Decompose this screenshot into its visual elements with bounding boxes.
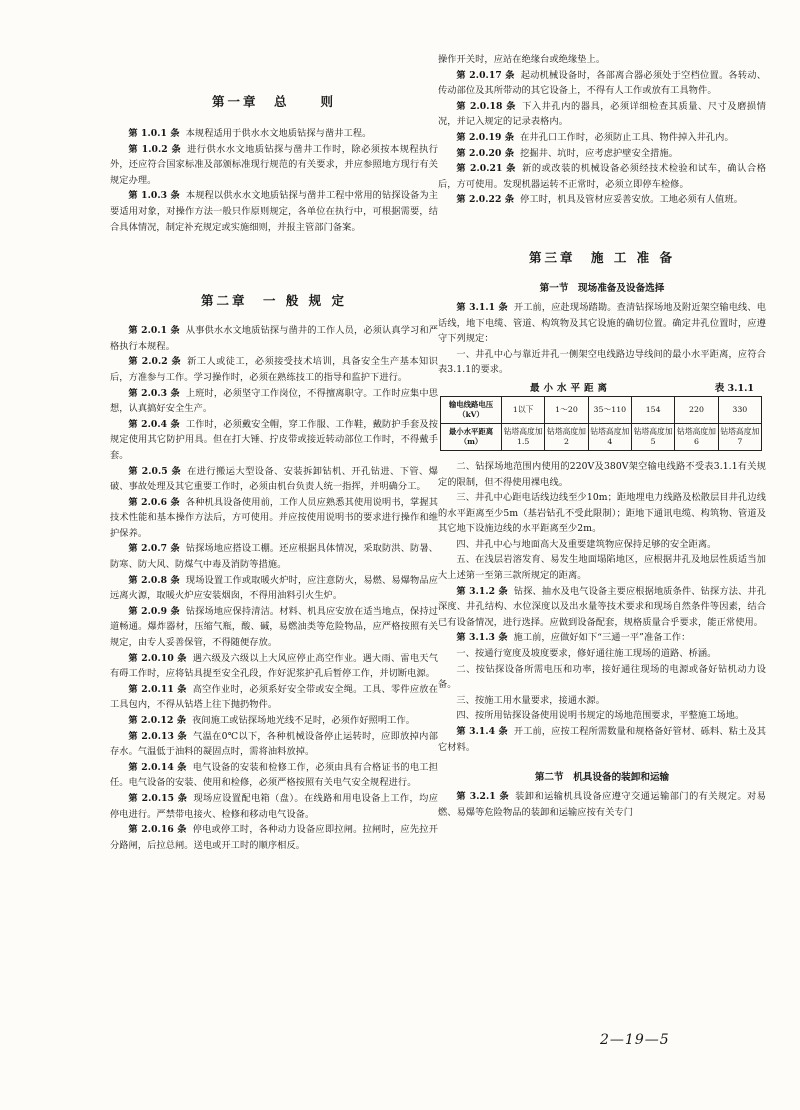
- article-2-0-19: 第 2.0.19 条 在井孔口工作时，必须防止工具、物件掉入井孔内。: [456, 131, 734, 143]
- article-3-1-1-item-2: 二、钻探场地范围内使用的220V及380V架空输电线路不受表3.1.1有关规定的限制，但不得使用裸电线。: [438, 460, 766, 488]
- article-2-0-6: 第 2.0.6 条 各种机具设备使用前，工作人员应熟悉其使用说明书，掌握其技术性能和基本操作方法后，方可使用。并应按使用说明书的要求进行操作和维护保养。: [110, 496, 439, 539]
- article-3-1-3-item-2: 二、按钻探设备所需电压和功率，接好通往现场的电源或备好钻机动力设备。: [438, 663, 766, 691]
- article-2-0-14: 第 2.0.14 条 电气设备的安装和检修工作，必须由具有合格证书的电工担任。电气设备的安装、使用和检修，必须严格按照有关电气安全规程进行。: [110, 761, 438, 789]
- table-cell: 钻塔高度加4: [588, 423, 631, 450]
- article-3-1-2: 第 3.1.2 条 钻探、抽水及电气设备主要应根据地质条件、钻探方法、井孔深度、井孔结构、水位深度以及出水量等技术要求和现场自然条件等因素，结合已有设备情况，进行选择。应做到设备配套，规格质量合乎要求，能正常使用。: [438, 585, 767, 628]
- article-2-0-5: 第 2.0.5 条 在进行搬运大型设备、安装拆卸钻机、开孔钻进、下管、爆破、事故处理及其它重要工作时，必须由机台负责人统一指挥，并明确分工。: [110, 465, 438, 493]
- article-3-1-1-item-5: 五、在浅层岩溶发育、易发生地面塌陷地区，应根据井孔及地层性质适当加大上述第一至第三款所规定的距离。: [438, 554, 766, 582]
- table-cell: 钻塔高度加2: [545, 423, 588, 450]
- article-2-0-16: 第 2.0.16 条 停电或停工时，各种动力设备应即拉闸。拉闸时，应先拉开分路闸，后拉总闸。送电或开工时的顺序相反。: [110, 824, 438, 851]
- article-3-1-1-item-3: 三、井孔中心距电话线边线至少10m；距地埋电力线路及松散层目井孔边线的水平距离至少5m（基岩钻孔不受此限制）；距地下通讯电缆、构筑物、管道及其它地下设施边线的水平距离至少2m。: [438, 492, 766, 535]
- table-title: 最小水平距离: [530, 382, 612, 394]
- table-cell: 35～110: [588, 396, 631, 423]
- section-1-title: 第一节 现场准备及设备选择: [539, 282, 665, 294]
- article-1-0-3: 第 1.0.3 条 本规程以供水水文地质钻探与凿井工程中常用的钻探设备为主要适用对象，对操作方法一般只作原则规定，各单位在执行中，可根据需要，结合具体情况，制定补充规定或实施细则，并报主管部门备案。: [110, 190, 439, 233]
- article-3-2-1: 第 3.2.1 条 装卸和运输机具设备应遵守交通运输部门的有关规定。对易燃、易爆等危险物品的装卸和运输应按有关专门: [438, 791, 766, 818]
- table-cell: 220: [675, 396, 718, 423]
- article-2-0-18: 第 2.0.18 条 下入井孔内的器具，必须详细检查其质量、尺寸及磨损情况，并记入规定的记录表格内。: [438, 100, 766, 128]
- article-3-1-1: 第 3.1.1 条 开工前，应赴现场踏勘。查清钻探场地及附近架空输电线、电话线，地下电缆、管道、构筑物及其它设施的确切位置。确定井孔位置时，应遵守下列规定：: [438, 301, 767, 345]
- article-2-0-10: 第 2.0.10 条 遇六级及六级以上大风应停止高空作业。遇大雨、雷电天气有碍工作时，应将钻具提至安全孔段，作好泥浆护孔后暂停工作，并切断电源。: [110, 652, 438, 680]
- article-2-0-4: 第 2.0.4 条 工作时，必须戴安全帽，穿工作服、工作鞋，戴防护手套及按规定使用其它防护用具。但在打大锤、拧皮带或接近转动部位工作时，不得戴手套。: [110, 418, 439, 461]
- article-1-0-2: 第 1.0.2 条 进行供水水文地质钻探与凿井工作时，除必须按本规程执行外，还应符合国家标准及部颁标准现行规范的有关要求，并应参照地方现行有关规定办理。: [110, 143, 438, 186]
- table-row-distance: [441, 423, 762, 450]
- table-cell: 钻塔高度加6: [675, 423, 718, 450]
- table-cell: 330: [718, 396, 761, 423]
- article-2-0-8: 第 2.0.8 条 现场设置工作或取暖火炉时，应注意防火，易燃、易爆物品应远离火源，取暖火炉应安装烟囱，不得用油料引火生炉。: [110, 574, 439, 602]
- chapter-1-title: 第一章 总 则: [211, 94, 336, 109]
- chapter-3-title: 第三章 施 工 准 备: [528, 249, 676, 265]
- page-number: 2—19—5: [600, 1032, 670, 1048]
- continued-text: 操作开关时，应站在绝缘台或绝缘垫上。: [438, 54, 606, 65]
- article-3-1-3-item-3: 三、按施工用水量要求，接通水源。: [456, 694, 605, 706]
- article-3-1-3-item-1: 一、按通行宽度及坡度要求，修好通往施工现场的道路、桥涵。: [456, 648, 717, 660]
- article-2-0-17: 第 2.0.17 条 起动机械设备时，各部离合器必须处于空档位置。各转动、传动部位及其所带动的其它设备上，不得有人工作或放有工具物件。: [438, 69, 766, 97]
- article-3-1-3: 第 3.1.3 条 施工前，应做好如下“三通一平”准备工作：: [456, 632, 691, 644]
- article-2-0-7: 第 2.0.7 条 钻探场地应搭设工棚。还应根据具体情况，采取防洪、防暑、防寒、防大风、防煤气中毒及消防等措施。: [110, 543, 439, 571]
- article-2-0-2: 第 2.0.2 条 新工人或徒工，必须接受技术培训，具备安全生产基本知识后，方准参与工作。学习操作时，必须在熟练技工的指导和监护下进行。: [110, 356, 438, 383]
- table-caption: [438, 378, 766, 396]
- table-cell: 154: [631, 396, 674, 423]
- table-cell: 钻塔高度加1.5: [502, 423, 545, 450]
- distance-table: [440, 396, 762, 451]
- table-header-voltage: 输电线路电压（kV）: [441, 396, 502, 423]
- article-2-0-9: 第 2.0.9 条 钻探场地应保持清洁。材料、机具应安放在适当地点，保持过道畅通。爆炸器材，压缩气瓶，酸、碱，易燃油类等危险物品，应严格按照有关规定，由专人妥善保管，不得随便存放。: [110, 605, 439, 649]
- article-2-0-11: 第 2.0.11 条 高空作业时，必须系好安全带或安全绳。工具、零件应放在工具包内，不得从钻塔上往下抛扔物件。: [110, 683, 438, 711]
- chapter-2-title: 第二章 一 般 规 定: [200, 293, 348, 309]
- table-header-distance: 最小水平距离（m）: [441, 423, 502, 450]
- left-column: [110, 0, 438, 853]
- article-2-0-3: 第 2.0.3 条 上班时，必须坚守工作岗位，不得擅离职守。工作时应集中思想，认真搞好安全生产。: [110, 387, 439, 415]
- article-1-0-1: 第 1.0.1 条 本规程适用于供水水文地质钻探与凿井工程。: [128, 128, 372, 139]
- table-number: 表 3.1.1: [714, 382, 754, 394]
- article-2-0-20: 第 2.0.20 条 挖掘井、坑时，应考虑护壁安全措施。: [456, 147, 679, 159]
- right-column: [438, 0, 766, 820]
- table-cell: 1～20: [545, 396, 588, 423]
- article-3-1-1-item-1: 一、井孔中心与靠近井孔一侧架空电线路边导线间的最小水平距离，应符合表3.1.1的要求。: [438, 348, 766, 376]
- article-2-0-22: 第 2.0.22 条 停工时，机具及管材应妥善安放。工地必须有人值班。: [456, 194, 744, 206]
- article-2-0-12: 第 2.0.12 条 夜间施工或钻探场地光线不足时，必须作好照明工作。: [128, 715, 416, 726]
- table-row-voltage: [441, 396, 762, 423]
- article-2-0-21: 第 2.0.21 条 新的或改装的机械设备必须经技术检验和试车，确认合格后，方可使用。发现机器运转不正常时，必须立即停车检修。: [438, 163, 766, 190]
- article-2-0-13: 第 2.0.13 条 气温在0℃以下，各种机械设备停止运转时，应即放掉内部存水。气温低于油料的凝固点时，需将油料放掉。: [110, 730, 438, 758]
- section-2-title: 第二节 机具设备的装卸和运输: [534, 772, 670, 784]
- article-3-1-1-item-4: 四、井孔中心与地面高大及重要建筑物应保持足够的安全距离。: [456, 538, 717, 550]
- article-3-1-4: 第 3.1.4 条 开工前，应按工程所需数量和规格备好管材、砾料、粘土及其它材料。: [438, 726, 767, 753]
- article-2-0-15: 第 2.0.15 条 现场应设置配电箱（盘）。在线路和用电设备上工作，均应停电进行。严禁带电接火、检修和移动电气设备。: [110, 792, 438, 820]
- table-cell: 1以下: [502, 396, 545, 423]
- article-2-0-1: 第 2.0.1 条 从事供水水文地质钻探与凿井的工作人员，必须认真学习和严格执行本规程。: [110, 325, 439, 352]
- article-3-1-3-item-4: 四、按所用钻探设备使用说明书规定的场地范围要求，平整施工场地。: [456, 710, 745, 722]
- table-cell: 钻塔高度加5: [631, 423, 674, 450]
- table-cell: 钻塔高度加7: [718, 423, 761, 450]
